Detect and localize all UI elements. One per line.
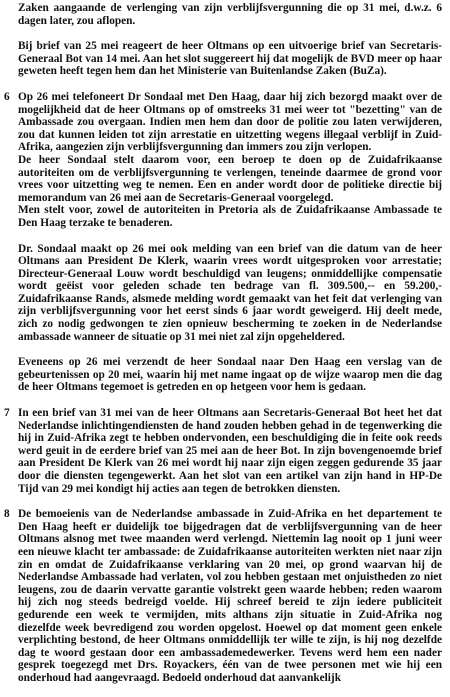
paragraph-text: Dr. Sondaal maakt op 26 mei ook melding van een brief van die datum van de heer Oltmans aan President De Klerk, waarin vrees wordt uitgesproken voor arrestatie; Directeur-Generaal Louw wordt beschuldigd van leugens; onmiddellijke compensatie wordt geëist voor geleden schade ten bedrage van fl. 309.500,-- en 59.200,- Zuidafrikaanse Rands, alsmede melding wordt gemaakt van het feit dat verlenging van zijn verblijfsvergunning voor het eerst sinds 6 jaar wordt geweigerd. Hij deelt mede, zich zo nodig gedwongen te zien opnieuw bescherming te zoeken in de Nederlandse ambassade wanneer de situatie op 31 mei niet zal zijn opgeheldered. (18, 242, 442, 343)
paragraph (4, 91, 442, 154)
paragraph-text: Op 26 mei telefoneert Dr Sondaal met Den Haag, daar hij zich bezorgd maakt over de mogelijkheid dat de heer Oltmans op of omstreeks 31 mei weer tot "bezetting" van de Ambassade zou overgaan. Indien men hem dan door de politie zou laten verwijderen, zou dat kunnen leiden tot zijn arrestatie en uitzetting wegens illegaal verblijf in Zuid-Afrika, aangezien zijn verblijfsvergunning dan immers zou zijn verlopen. (18, 90, 442, 154)
paragraph-text: In een brief van 31 mei van de heer Oltmans aan Secretaris-Generaal Bot heet het dat Nederlandse inlichtingendiensten de hand zouden hebben gehad in de tegenwerking die hij in Zuid-Afrika zegt te hebben ondervonden, een beschuldiging die in feite ook reeds werd geuit in de eerdere brief van 25 mei aan de heer Bot. In zijn bovengenoemde brief aan President De Klerk van 26 mei wordt hij naar zijn eigen zeggen gedurende 35 jaar door die diensten tegengewerkt. Aan het slot van een artikel van zijn hand in HP-De Tijd van 29 mei kondigt hij acties aan tegen de betrokken diensten. (18, 407, 442, 495)
paragraph (4, 356, 442, 394)
paragraph-text: De bemoeienis van de Nederlandse ambassade in Zuid-Afrika en het departement te Den Haag heeft er duidelijk toe bijgedragen dat de verblijfsvergunning van de heer Oltmans alsnog met twee maanden werd verlengd. Niettemin lag nooit op 1 juni weer een nieuwe klacht ter ambassade: de Zuidafrikaanse autoriteiten werkten niet naar zijn zin en omdat de Zuidafrikaanse verklaring van 20 mei, op grond waarvan hij de Nederlandse Ambassade had verlaten, vol zou hebben gestaan met onjuistheden zo niet leugens, zou de daarin vervatte garantie volstrekt geen waarde hebben; reden waarom hij zich nog steeds bedreigd voelde. Hij schreef bereid te zijn iedere publiciteit gedurende een week te vermijden, mits althans zijn situatie in Zuid-Afrika nog diezelfde week bevredigend zou worden opgelost. Hoewel op dat moment geen enkele verplichting bestond, de heer Oltmans onmiddellijk ter wille te zijn, is hij nog dezelfde dag te woord gestaan door een ambassademedewerker. Tevens werd hem een nader gesprek toegezegd met Drs. Royackers, één van de twee personen met wie hij een onderhoud had aangevraagd. Bedoeld onderhoud dat aanvankelijk (18, 508, 442, 684)
paragraph-number: 8 (4, 508, 10, 521)
paragraph (4, 243, 442, 344)
paragraph (4, 407, 442, 495)
paragraph (4, 2, 442, 27)
paragraph-text: Bij brief van 25 mei reageert de heer Oltmans op een uitvoerige brief van Secretaris-Generaal Bot van 14 mei. Aan het slot suggereert hij dat mogelijk de BVD meer op haar geweten heeft tegen hem dan het Ministerie van Buitenlandse Zaken (BuZa). (18, 40, 442, 78)
paragraph-text: Eveneens op 26 mei verzendt de heer Sondaal naar Den Haag een verslag van de gebeurtenissen op 20 mei, waarin hij met name ingaat op de wijze waarop men die dag de heer Oltmans tegemoet is getreden en op hetgeen voor hem is gedaan. (18, 356, 442, 394)
paragraph (4, 204, 442, 229)
paragraph (4, 508, 442, 684)
paragraph-text: Zaken aangaande de verlenging van zijn verblijfsvergunning die op 31 mei, d.w.z. 6 dagen later, zou aflopen. (18, 2, 442, 27)
paragraph-number: 7 (4, 407, 10, 420)
paragraph-text: De heer Sondaal stelt daarom voor, een beroep te doen op de Zuidafrikaanse autoriteiten om de verblijfsvergunning te verlengen, teneinde daarmee de grond voor vrees voor uitzetting weg te nemen. Een en ander wordt door de politieke directie bij memorandum van 26 mei aan de Secretaris-Generaal voorgelegd. (18, 153, 442, 204)
paragraph (4, 154, 442, 204)
paragraph (4, 40, 442, 78)
paragraph-number: 6 (4, 90, 10, 103)
paragraph-text: Men stelt voor, zowel de autoriteiten in Pretoria als de Zuidafrikaanse Ambassade te Den Haag terzake te benaderen. (18, 204, 442, 229)
